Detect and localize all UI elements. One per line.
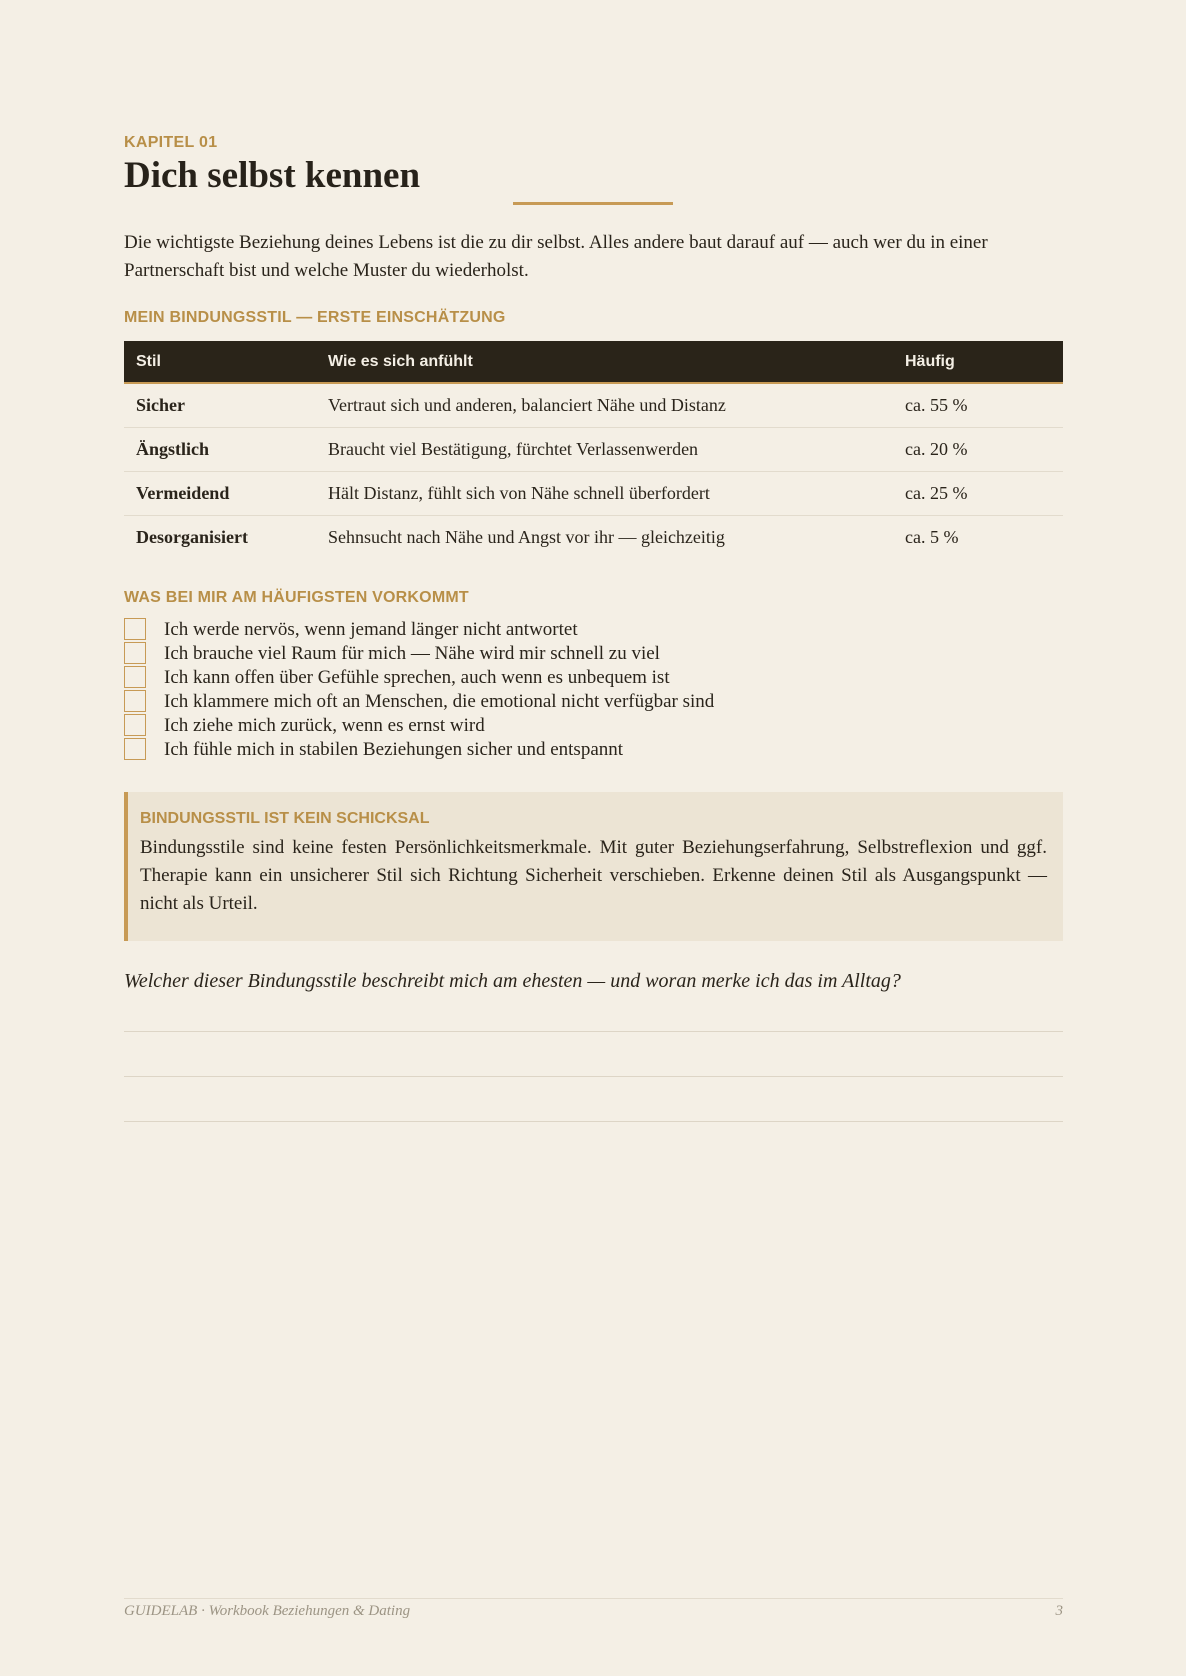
table-header-row [124,341,1063,383]
table-row [124,472,1063,516]
checklist-item-label: Ich fühle mich in stabilen Beziehungen sicher und entspannt [164,739,624,760]
table-section-label: MEIN BINDUNGSSTIL — ERSTE EINSCHÄTZUNG [124,309,506,326]
checkbox[interactable] [124,690,146,712]
callout-title: BINDUNGSSTIL IST KEIN SCHICKSAL [140,810,430,827]
table-row [124,428,1063,472]
checklist-item [124,618,714,642]
checklist-item-label: Ich kann offen über Gefühle sprechen, auch wenn es unbequem ist [164,667,670,688]
column-header-stil: Stil [124,341,316,383]
checklist-item-label: Ich klammere mich oft an Menschen, die emotional nicht verfügbar sind [164,691,715,712]
checklist-item-label: Ich brauche viel Raum für mich — Nähe wird mir schnell zu viel [164,643,660,664]
cell-stil: Vermeidend [124,472,316,516]
page-footer [124,1598,1063,1620]
table-row [124,383,1063,428]
cell-gefuehl: Sehnsucht nach Nähe und Angst vor ihr — gleichzeitig [328,527,725,547]
checkbox[interactable] [124,666,146,688]
checklist-item [124,714,714,738]
checklist-item [124,738,714,762]
table-row [124,516,1063,560]
cell-gefuehl: Braucht viel Bestätigung, fürchtet Verlassenwerden [316,428,893,472]
cell-haeufig: ca. 5 % [905,527,959,547]
cell-haeufig: ca. 20 % [893,428,1063,472]
attachment-style-table [124,341,1063,559]
cell-gefuehl: Hält Distanz, fühlt sich von Nähe schnell überfordert [316,472,893,516]
cell-stil: Ängstlich [124,428,316,472]
info-callout [124,792,1063,941]
checklist-item [124,642,714,666]
checkbox[interactable] [124,642,146,664]
checkbox[interactable] [124,714,146,736]
cell-stil: Sicher [124,383,316,428]
answer-line[interactable] [124,1076,1063,1077]
checklist-item [124,666,714,690]
answer-line[interactable] [124,1121,1063,1122]
page-number: 3 [1055,1603,1063,1619]
callout-text: Bindungsstile sind keine festen Persönlichkeitsmerkmale. Mit guter Beziehungserfahrung, Selbstreflexion und ggf. Therapie kann ein unsicherer Stil sich Richtung Sicherheit verschieben. Erkenne deinen Stil als Ausgangspunkt — nicht als Urteil. [140,837,1047,914]
cell-gefuehl: Vertraut sich und anderen, balanciert Nähe und Distanz [316,383,893,428]
cell-haeufig: ca. 55 % [893,383,1063,428]
checklist-item [124,690,714,714]
page-title: Dich selbst kennen [124,155,421,196]
title-divider [513,202,673,205]
cell-haeufig: ca. 25 % [893,472,1063,516]
cell-stil: Desorganisiert [136,527,248,547]
chapter-label: KAPITEL 01 [124,134,218,151]
column-header-gefuehl: Wie es sich anfühlt [316,341,893,383]
checklist [124,618,714,762]
workbook-page [124,0,1063,1676]
intro-paragraph: Die wichtigste Beziehung deines Lebens ist die zu dir selbst. Alles andere baut darauf auf — auch wer du in einer Partnerschaft bist und welche Muster du wiederholst. [124,232,988,281]
checkbox[interactable] [124,618,146,640]
checklist-item-label: Ich werde nervös, wenn jemand länger nicht antwortet [164,619,578,640]
footer-title: GUIDELAB · Workbook Beziehungen & Dating [124,1603,411,1619]
answer-line[interactable] [124,1031,1063,1032]
checkbox[interactable] [124,738,146,760]
column-header-haeufig: Häufig [893,341,1063,383]
reflection-question: Welcher dieser Bindungsstile beschreibt mich am ehesten — und woran merke ich das im Alltag? [124,970,901,992]
checklist-section-label: WAS BEI MIR AM HÄUFIGSTEN VORKOMMT [124,589,469,606]
checklist-item-label: Ich ziehe mich zurück, wenn es ernst wird [164,715,485,736]
